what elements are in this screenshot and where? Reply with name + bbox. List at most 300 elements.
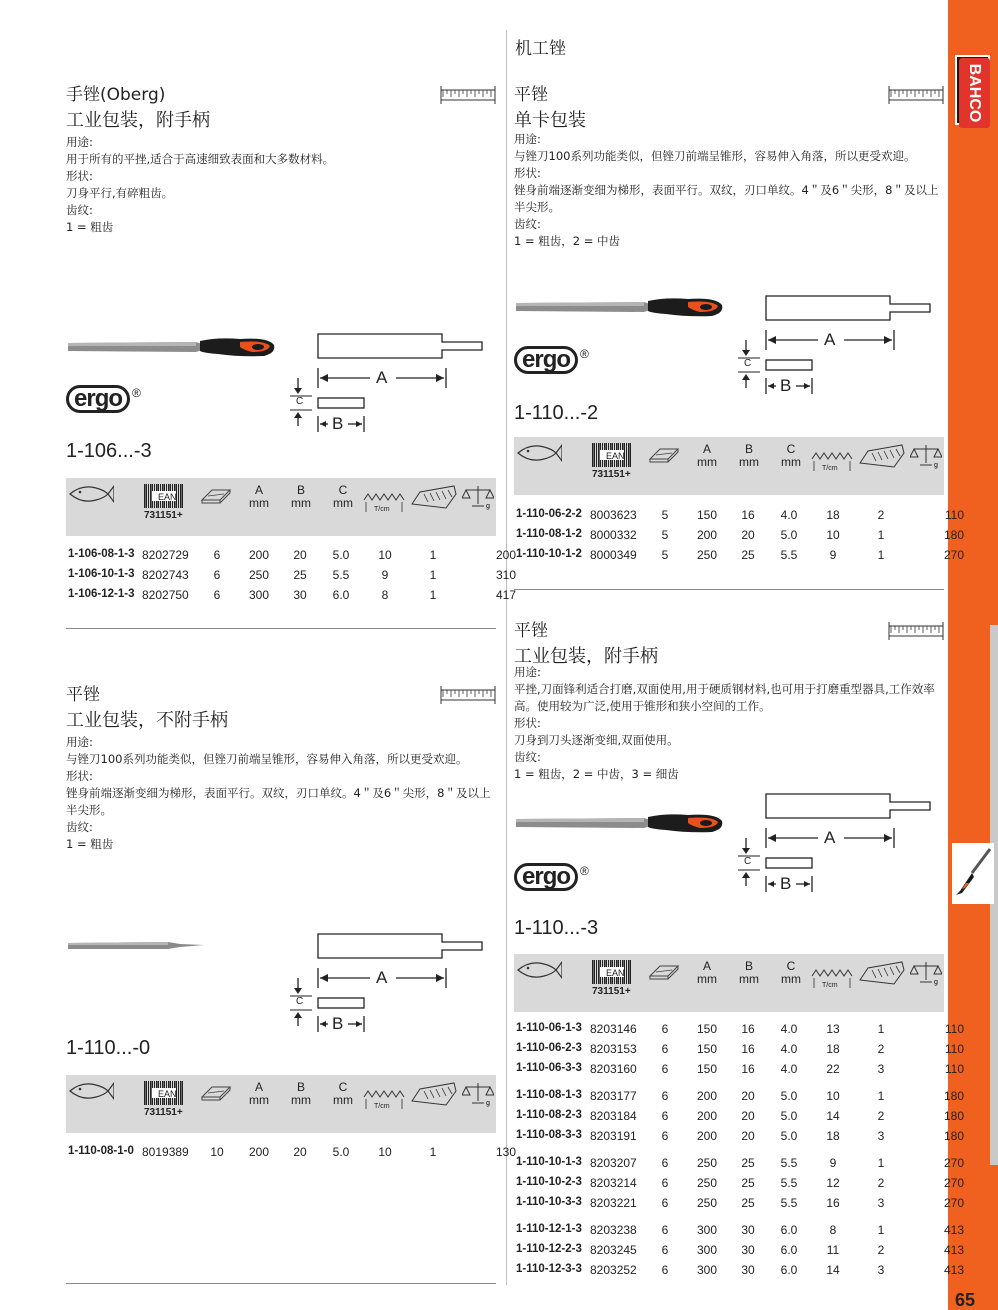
package-quantity-icon xyxy=(200,486,232,508)
teeth-per-cm-icon xyxy=(810,445,854,477)
ergo-logo-mark: ® xyxy=(132,386,141,400)
table-cell: 4.0 xyxy=(780,1022,798,1036)
file-with-handle-image xyxy=(516,295,726,319)
table-cell: 2 xyxy=(877,1176,885,1190)
table-row xyxy=(514,1107,964,1127)
table-row xyxy=(514,1087,964,1107)
table-row xyxy=(514,1174,964,1194)
cut-type-icon xyxy=(410,484,458,514)
section-title: 平锉 xyxy=(514,621,548,641)
table-cell: 300 xyxy=(696,1243,718,1257)
table-cell: 5.0 xyxy=(332,548,350,562)
table-cell: 8000332 xyxy=(590,528,637,542)
package-quantity-icon xyxy=(200,1083,232,1105)
table-cell: 8203160 xyxy=(590,1062,637,1076)
table-cell: 1 xyxy=(877,1156,885,1170)
file-teeth-scale-icon xyxy=(888,84,944,110)
shape-text: 锉身前端逐渐变细为梯形，表面平行。双纹，刃口单纹。4＂及6＂尖形，8＂及以上半尖形。 xyxy=(514,183,939,214)
table-cell: 8203238 xyxy=(590,1223,637,1237)
product-image xyxy=(516,295,726,323)
header-dim-c xyxy=(328,1081,358,1107)
section-title: 平锉 xyxy=(66,685,100,705)
table-cell: 14 xyxy=(826,1263,840,1277)
table-cell: 6 xyxy=(213,568,221,582)
table-row xyxy=(514,1060,964,1080)
header-dim-b xyxy=(286,1081,316,1107)
table-cell: 6 xyxy=(661,1089,669,1103)
table-cell: 8203153 xyxy=(590,1042,637,1056)
weight-scale-icon xyxy=(462,484,494,514)
table-cell: 1-110-06-1-3 xyxy=(516,1022,582,1034)
table-cell: 1-106-12-1-3 xyxy=(68,588,135,600)
section-subtitle: 工业包装，不附手柄 xyxy=(66,710,228,731)
product-image xyxy=(516,811,726,839)
table-cell: 1-110-10-2-3 xyxy=(516,1176,582,1188)
table-cell: 5.5 xyxy=(780,1176,798,1190)
dimension-diagram xyxy=(728,792,938,906)
table-cell: 4.0 xyxy=(780,1062,798,1076)
table-cell: 5 xyxy=(661,528,669,542)
table-cell: 180 xyxy=(943,1089,964,1103)
table-cell: 5.0 xyxy=(332,1145,350,1159)
teeth-text: 1 = 粗齿 xyxy=(66,837,114,851)
product-image xyxy=(68,335,278,363)
ean-prefix: 731151+ xyxy=(144,510,183,521)
shape-text: 锉身前端逐渐变细为梯形，表面平行。双纹，刃口单纹。4＂及6＂尖形，8＂及以上半尖形。 xyxy=(66,786,491,817)
dimension-b-label: B xyxy=(332,1014,344,1033)
table-cell: 180 xyxy=(943,1129,964,1143)
table-cell: 16 xyxy=(741,1042,755,1056)
weight-scale-icon xyxy=(910,960,942,990)
file-with-handle-image xyxy=(68,335,278,359)
table-cell: 1-110-06-3-3 xyxy=(516,1062,582,1074)
table-cell: 14 xyxy=(826,1109,840,1123)
file-teeth-scale-icon xyxy=(440,84,496,110)
table-cell: 1 xyxy=(877,1223,885,1237)
table-cell: 6.0 xyxy=(780,1243,798,1257)
table-row xyxy=(514,1020,964,1040)
fish-icon xyxy=(68,1081,114,1105)
table-cell: 1 xyxy=(429,568,437,582)
table-cell: 200 xyxy=(248,1145,270,1159)
section-subtitle: 工业包装，附手柄 xyxy=(514,646,658,667)
header-dim-c-label: C xyxy=(786,959,796,973)
table-cell: 8202743 xyxy=(142,568,189,582)
header-dim-a xyxy=(692,443,722,469)
table-cell: 8203252 xyxy=(590,1263,637,1277)
ergo-logo-text: ergo xyxy=(514,863,578,891)
section-title: 手锉(Oberg) xyxy=(66,85,166,105)
header-dim-c-unit: mm xyxy=(781,455,801,469)
table-cell: 1-110-12-3-3 xyxy=(516,1263,582,1275)
spec-table-header xyxy=(514,437,944,495)
table-cell: 150 xyxy=(696,1042,718,1056)
table-cell: 1 xyxy=(877,1022,885,1036)
usage-text: 平挫,刀面锋利适合打磨,双面使用,用于硬质钢材料,也可用于打磨重型器具,工作效率高。使用较为广泛,使用于锥形和狭小空间的工作。 xyxy=(514,682,935,713)
cut-type-icon xyxy=(410,1081,458,1111)
teeth-label: 齿纹: xyxy=(66,820,93,834)
product-code: 1-110...-3 xyxy=(514,917,599,939)
header-dim-c xyxy=(776,443,806,469)
table-row xyxy=(514,526,964,546)
header-dim-b-unit: mm xyxy=(291,1093,311,1107)
table-cell: 250 xyxy=(248,568,270,582)
table-cell: 16 xyxy=(826,1196,840,1210)
file-teeth-scale-icon xyxy=(440,684,496,710)
file-with-handle-image xyxy=(516,811,726,835)
svg-text:g: g xyxy=(486,503,490,510)
table-cell: 18 xyxy=(826,1042,840,1056)
table-cell: 310 xyxy=(495,568,516,582)
table-cell: 25 xyxy=(293,568,307,582)
table-cell: 10 xyxy=(378,548,392,562)
section-description xyxy=(66,134,494,236)
header-dim-a-unit: mm xyxy=(697,455,717,469)
table-cell: 6.0 xyxy=(332,588,350,602)
table-cell: 8203146 xyxy=(590,1022,637,1036)
header-dim-b xyxy=(734,960,764,986)
ergo-logo-text: ergo xyxy=(514,346,578,374)
teeth-text: 1 = 粗齿，2 = 中齿 xyxy=(514,234,621,248)
table-cell: 1 xyxy=(877,1089,885,1103)
table-cell: 6 xyxy=(661,1022,669,1036)
per-cm-label: T/cm xyxy=(374,1103,390,1110)
table-cell: 10 xyxy=(210,1145,224,1159)
table-cell: 8 xyxy=(829,1223,837,1237)
weight-scale-icon xyxy=(910,443,942,473)
table-cell: 5.0 xyxy=(780,1109,798,1123)
header-dim-c-label: C xyxy=(338,483,348,497)
header-dim-c-label: C xyxy=(338,1080,348,1094)
table-row xyxy=(514,1194,964,1214)
ean-prefix: 731151+ xyxy=(592,469,631,480)
table-cell: 20 xyxy=(293,548,307,562)
table-cell: 8203191 xyxy=(590,1129,637,1143)
table-cell: 8003623 xyxy=(590,508,637,522)
header-dim-a-unit: mm xyxy=(697,972,717,986)
shape-label: 形状: xyxy=(514,166,541,180)
header-dim-a-unit: mm xyxy=(249,496,269,510)
table-cell: 1 xyxy=(429,1145,437,1159)
table-cell: 5.0 xyxy=(780,528,798,542)
table-cell: 2 xyxy=(877,1109,885,1123)
table-cell: 180 xyxy=(943,1109,964,1123)
teeth-per-cm-icon xyxy=(362,1083,406,1115)
table-row xyxy=(66,566,516,586)
dimension-a-label: A xyxy=(376,968,388,987)
table-cell: 300 xyxy=(696,1223,718,1237)
table-cell: 2 xyxy=(877,508,885,522)
table-cell: 110 xyxy=(944,1062,964,1076)
table-cell: 5.0 xyxy=(780,1129,798,1143)
table-cell: 20 xyxy=(741,528,755,542)
ean-label: EAN xyxy=(606,451,625,461)
table-row xyxy=(514,1221,964,1241)
section-subtitle: 单卡包装 xyxy=(514,110,586,131)
header-dim-b-label: B xyxy=(744,442,753,456)
table-cell: 16 xyxy=(741,508,755,522)
table-row xyxy=(66,546,516,566)
header-dim-c xyxy=(776,960,806,986)
table-cell: 270 xyxy=(943,1196,964,1210)
table-cell: 5.5 xyxy=(332,568,350,582)
header-dim-c-unit: mm xyxy=(781,972,801,986)
section-title: 平锉 xyxy=(514,85,548,105)
spec-table-header xyxy=(514,954,944,1012)
category-heading: 机工锉 xyxy=(515,39,566,59)
table-cell: 30 xyxy=(741,1243,755,1257)
ean-label: EAN xyxy=(158,1089,177,1099)
header-dim-a xyxy=(244,484,274,510)
teeth-text: 1 = 粗齿 xyxy=(66,220,114,234)
table-cell: 200 xyxy=(696,1129,718,1143)
fish-icon xyxy=(516,960,562,984)
table-cell: 6 xyxy=(661,1109,669,1123)
table-cell: 1 xyxy=(877,528,885,542)
table-cell: 1-110-12-2-3 xyxy=(516,1243,582,1255)
table-cell: 200 xyxy=(248,548,270,562)
table-row xyxy=(514,1127,964,1147)
section-description xyxy=(66,734,494,853)
table-cell: 413 xyxy=(943,1263,964,1277)
usage-text: 与锉刀100系列功能类似，但锉刀前端呈锥形，容易伸入角落，所以更受欢迎。 xyxy=(514,149,916,163)
table-cell: 1-110-08-1-3 xyxy=(516,1089,582,1101)
table-cell: 8203207 xyxy=(590,1156,637,1170)
ean-barcode-icon xyxy=(144,1081,184,1109)
table-cell: 25 xyxy=(741,1176,755,1190)
product-code: 1-110...-2 xyxy=(514,402,599,424)
table-cell: 9 xyxy=(829,548,837,562)
table-cell: 25 xyxy=(741,548,755,562)
table-cell: 3 xyxy=(877,1263,885,1277)
table-cell: 1-110-08-1-0 xyxy=(68,1145,134,1157)
table-row xyxy=(514,1261,964,1281)
ergo-logo xyxy=(514,863,589,891)
per-cm-label: T/cm xyxy=(822,982,838,989)
table-cell: 9 xyxy=(829,1156,837,1170)
usage-text: 用于所有的平挫,适合于高速细致表面和大多数材料。 xyxy=(66,152,335,166)
table-cell: 30 xyxy=(741,1223,755,1237)
dimension-c-label: C xyxy=(744,856,752,867)
table-row xyxy=(514,1040,964,1060)
table-row xyxy=(66,1143,516,1163)
section-separator xyxy=(514,589,944,590)
header-dim-a-label: A xyxy=(702,442,711,456)
teeth-text: 1 = 粗齿，2 = 中齿，3 = 细齿 xyxy=(514,767,679,781)
table-cell: 5.5 xyxy=(780,1196,798,1210)
product-image xyxy=(68,938,208,957)
table-cell: 8202729 xyxy=(142,548,189,562)
ergo-logo-mark: ® xyxy=(580,347,589,361)
table-cell: 6.0 xyxy=(780,1223,798,1237)
table-cell: 13 xyxy=(826,1022,840,1036)
usage-label: 用途: xyxy=(66,135,93,149)
table-cell: 1 xyxy=(429,588,437,602)
table-cell: 8 xyxy=(381,588,389,602)
spec-table-header xyxy=(66,1075,496,1133)
table-cell: 200 xyxy=(696,1109,718,1123)
svg-text:g: g xyxy=(486,1100,490,1107)
ean-barcode-icon xyxy=(144,484,184,512)
table-cell: 22 xyxy=(826,1062,840,1076)
package-quantity-icon xyxy=(648,445,680,467)
shape-text: 刀身到刀头逐渐变细,双面使用。 xyxy=(514,733,679,747)
table-cell: 417 xyxy=(495,588,516,602)
per-cm-label: T/cm xyxy=(374,506,390,513)
file-with-handle-icon xyxy=(952,843,994,904)
dimension-a-label: A xyxy=(824,330,836,349)
table-cell: 1-110-06-2-3 xyxy=(516,1042,582,1054)
dimension-diagram xyxy=(280,932,490,1046)
per-cm-label: T/cm xyxy=(822,465,838,472)
usage-label: 用途: xyxy=(514,665,541,679)
table-cell: 10 xyxy=(378,1145,392,1159)
ean-label: EAN xyxy=(158,492,177,502)
table-cell: 11 xyxy=(826,1243,840,1257)
header-dim-b-label: B xyxy=(744,959,753,973)
table-cell: 6.0 xyxy=(780,1263,798,1277)
shape-label: 形状: xyxy=(66,169,93,183)
table-cell: 1-110-10-1-3 xyxy=(516,1156,582,1168)
shape-label: 形状: xyxy=(66,769,93,783)
product-code: 1-110...-0 xyxy=(66,1037,151,1059)
table-cell: 1-110-06-2-2 xyxy=(516,508,582,520)
table-cell: 1-110-08-1-2 xyxy=(516,528,582,540)
header-dim-b-label: B xyxy=(296,1080,305,1094)
table-cell: 10 xyxy=(826,1089,840,1103)
table-cell: 20 xyxy=(741,1089,755,1103)
table-cell: 4.0 xyxy=(780,1042,798,1056)
table-cell: 413 xyxy=(943,1223,964,1237)
table-cell: 8203184 xyxy=(590,1109,637,1123)
table-cell: 18 xyxy=(826,508,840,522)
dimension-diagram xyxy=(728,294,938,408)
header-dim-b xyxy=(734,443,764,469)
table-cell: 150 xyxy=(696,1022,718,1036)
header-dim-c-unit: mm xyxy=(333,1093,353,1107)
header-dim-c-unit: mm xyxy=(333,496,353,510)
table-cell: 8202750 xyxy=(142,588,189,602)
table-cell: 16 xyxy=(741,1022,755,1036)
table-cell: 12 xyxy=(826,1176,840,1190)
table-row xyxy=(514,1241,964,1261)
teeth-label: 齿纹: xyxy=(66,203,93,217)
teeth-per-cm-icon xyxy=(810,962,854,994)
table-cell: 4.0 xyxy=(780,508,798,522)
table-cell: 250 xyxy=(696,1176,718,1190)
table-cell: 1-110-08-2-3 xyxy=(516,1109,582,1121)
dimension-a-label: A xyxy=(376,368,388,387)
header-dim-b-unit: mm xyxy=(739,455,759,469)
column-divider xyxy=(506,30,507,1285)
table-cell: 3 xyxy=(877,1129,885,1143)
ergo-logo-text: ergo xyxy=(66,385,130,413)
table-cell: 8203221 xyxy=(590,1196,637,1210)
table-cell: 110 xyxy=(944,1042,964,1056)
table-cell: 6 xyxy=(213,548,221,562)
flat-file-image xyxy=(68,939,208,953)
header-dim-c-label: C xyxy=(786,442,796,456)
table-cell: 6 xyxy=(661,1042,669,1056)
table-cell: 270 xyxy=(943,1156,964,1170)
table-cell: 5 xyxy=(661,548,669,562)
table-cell: 8019389 xyxy=(142,1145,189,1159)
table-cell: 6 xyxy=(661,1156,669,1170)
header-dim-b-unit: mm xyxy=(739,972,759,986)
table-cell: 250 xyxy=(696,548,718,562)
brand-logo xyxy=(955,55,990,125)
section-subtitle: 工业包装，附手柄 xyxy=(66,110,210,131)
dimension-a-label: A xyxy=(824,828,836,847)
table-cell: 5.0 xyxy=(780,1089,798,1103)
dimension-b-label: B xyxy=(332,414,344,433)
table-cell: 1 xyxy=(429,548,437,562)
table-cell: 150 xyxy=(696,508,718,522)
table-cell: 8203245 xyxy=(590,1243,637,1257)
table-cell: 413 xyxy=(943,1243,964,1257)
table-cell: 1-106-08-1-3 xyxy=(68,548,135,560)
table-cell: 25 xyxy=(741,1156,755,1170)
table-cell: 110 xyxy=(944,508,964,522)
cut-type-icon xyxy=(858,443,906,473)
table-cell: 6 xyxy=(661,1129,669,1143)
table-cell: 6 xyxy=(661,1223,669,1237)
header-dim-b-unit: mm xyxy=(291,496,311,510)
table-row xyxy=(66,586,516,606)
spec-table-header xyxy=(66,478,496,536)
fish-icon xyxy=(516,443,562,467)
ean-barcode-icon xyxy=(592,960,632,988)
file-category-tab[interactable] xyxy=(952,843,994,904)
table-cell: 8000349 xyxy=(590,548,637,562)
header-dim-a xyxy=(692,960,722,986)
ean-prefix: 731151+ xyxy=(144,1107,183,1118)
section-separator xyxy=(66,628,496,629)
fish-icon xyxy=(68,484,114,508)
ean-barcode-icon xyxy=(592,443,632,471)
brand-logo-text: BAHCO xyxy=(959,58,990,128)
table-cell: 1-110-10-3-3 xyxy=(516,1196,582,1208)
header-dim-a-unit: mm xyxy=(249,1093,269,1107)
table-row xyxy=(514,546,964,566)
table-cell: 10 xyxy=(826,528,840,542)
header-dim-a-label: A xyxy=(254,483,263,497)
dimension-c-label: C xyxy=(296,996,304,1007)
table-cell: 1-110-12-1-3 xyxy=(516,1223,582,1235)
table-cell: 30 xyxy=(293,588,307,602)
section-description xyxy=(514,664,942,783)
table-cell: 25 xyxy=(741,1196,755,1210)
table-cell: 180 xyxy=(943,528,964,542)
table-cell: 110 xyxy=(944,1022,964,1036)
header-dim-b-label: B xyxy=(296,483,305,497)
svg-text:g: g xyxy=(934,979,938,986)
header-dim-b xyxy=(286,484,316,510)
table-cell: 270 xyxy=(943,548,964,562)
table-cell: 8203214 xyxy=(590,1176,637,1190)
table-cell: 200 xyxy=(696,1089,718,1103)
teeth-per-cm-icon xyxy=(362,486,406,518)
table-cell: 6 xyxy=(661,1243,669,1257)
table-cell: 2 xyxy=(877,1042,885,1056)
table-cell: 6 xyxy=(213,588,221,602)
table-cell: 5.5 xyxy=(780,548,798,562)
table-cell: 200 xyxy=(696,528,718,542)
table-cell: 300 xyxy=(696,1263,718,1277)
table-row xyxy=(514,1154,964,1174)
table-cell: 130 xyxy=(495,1145,516,1159)
table-cell: 8203177 xyxy=(590,1089,637,1103)
